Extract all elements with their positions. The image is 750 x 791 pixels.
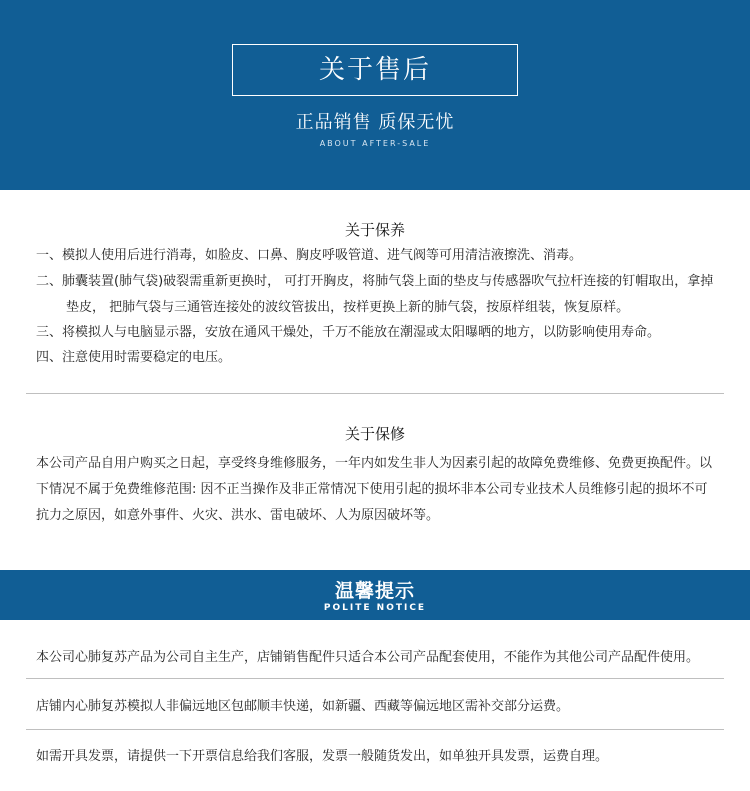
notice-title: 温馨提示 [334,580,415,602]
notice-line-2: 店铺内心肺复苏模拟人非偏远地区包邮顺丰快递，如新疆、西藏等偏远地区需补交部分运费。 [36,699,570,714]
warranty-title: 关于保修 [344,425,405,443]
notice-divider [26,678,724,679]
after-sale-header [0,0,750,190]
maintenance-item-3: 三、将模拟人与电脑显示器，安放在通风干燥处，千万不能放在潮湿或太阳曝晒的地方，以防影响使用寿命。 [36,325,661,340]
notice-line-1: 本公司心肺复苏产品为公司自主生产，店铺销售配件只适合本公司产品配套使用，不能作为其他公司产品配件使用。 [36,650,700,665]
section-divider [26,393,724,394]
maintenance-title: 关于保养 [344,221,405,239]
notice-divider [26,729,724,730]
notice-banner [0,570,750,620]
after-sale-subtitle: 正品销售 质保无忧 [295,112,455,133]
maintenance-item-4: 四、注意使用时需要稳定的电压。 [36,350,232,365]
after-sale-subtitle-en: ABOUT AFTER-SALE [319,139,431,148]
warranty-text: 本公司产品自用户购买之日起，享受终身维修服务，一年内如发生非人为因素引起的故障免费维修、免费更换配件。以下情况不属于免费维修范围: 因不正当操作及非正常情况下使用引起的损坏非本公司专业技术人员维修引起的损坏不可抗力之原因，如意外事件、火灾、洪水、雷电破坏、人为原因破坏等。 [36,456,713,523]
after-sale-title: 关于售后 [232,44,518,96]
maintenance-item-1: 一、模拟人使用后进行消毒，如脸皮、口鼻、胸皮呼吸管道、进气阀等可用清洁液擦洗、消毒。 [36,248,583,263]
notice-title-en: POLITE NOTICE [323,603,427,613]
notice-line-3: 如需开具发票，请提供一下开票信息给我们客服，发票一般随货发出，如单独开具发票，运费自理。 [36,749,609,764]
maintenance-item-2: 二、肺囊装置(肺气袋)破裂需重新更换时， 可打开胸皮，将肺气袋上面的垫皮与传感器吹气拉杆连接的钉帽取出，拿掉垫皮， 把肺气袋与三通管连接处的波纹管拔出，按样更换上新的肺气袋，按原样组装，恢复原样。 [36,274,714,315]
